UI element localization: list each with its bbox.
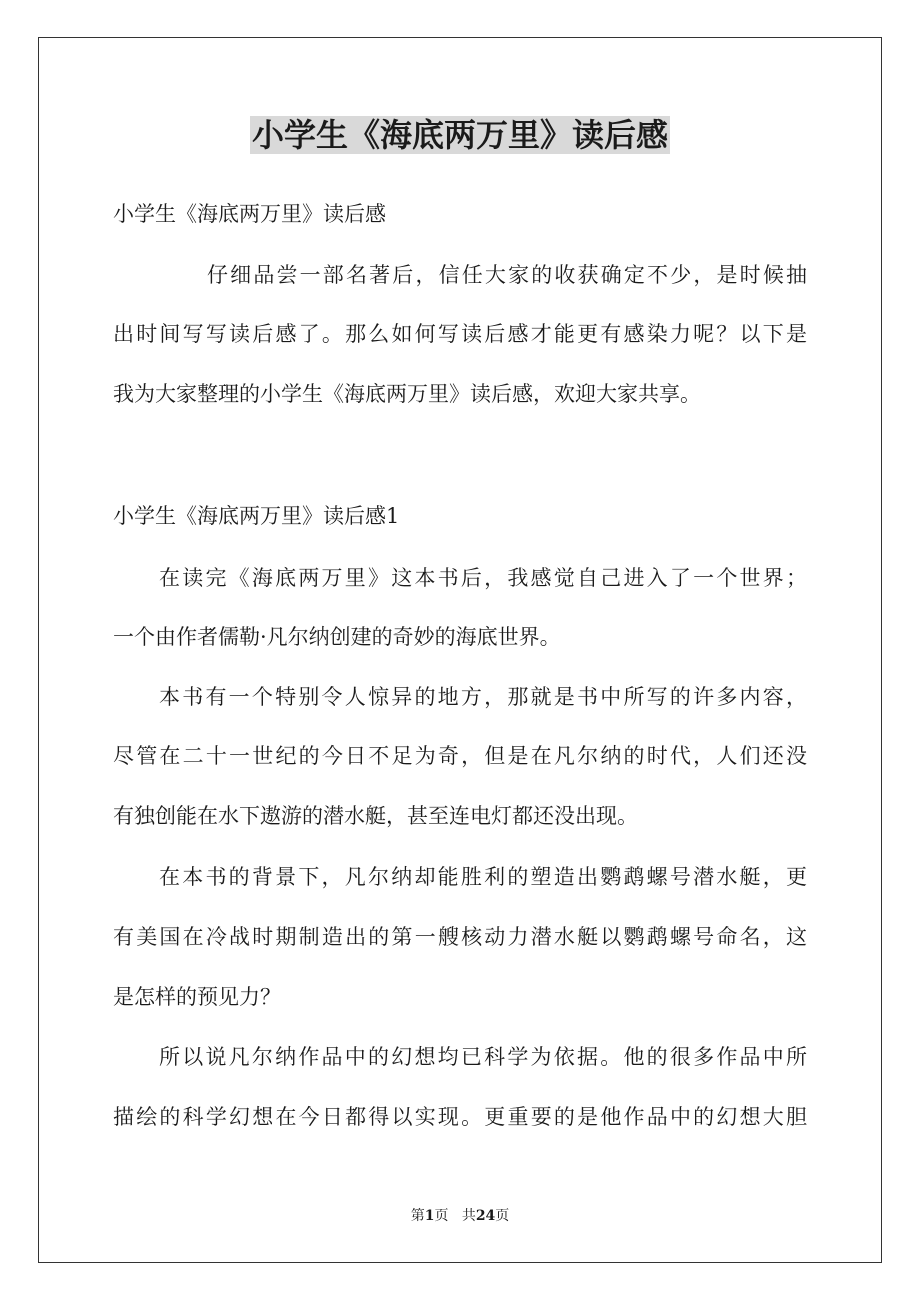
paragraph-line-3: 本书有一个特别令人惊异的地方，那就是书中所写的许多内容， (159, 685, 807, 709)
paragraph-line-6: 在本书的背景下，凡尔纳却能胜利的塑造出鹦鹉螺号潜水艇，更 (159, 865, 807, 889)
footer-page-prefix: 第 (410, 1208, 425, 1224)
page-footer (0, 1206, 920, 1226)
paragraph-line-5: 有独创能在水下遨游的潜水艇，甚至连电灯都还没出现。 (113, 804, 638, 828)
footer-page-suffix: 页 (434, 1208, 449, 1224)
intro-line-2: 出时间写写读后感了。那么如何写读后感才能更有感染力呢？以下是 (113, 322, 807, 346)
intro-line-3: 我为大家整理的小学生《海底两万里》读后感，欢迎大家共享。 (113, 382, 701, 406)
paragraph-line-1: 在读完《海底两万里》这本书后，我感觉自己进入了一个世界； (159, 566, 807, 590)
paragraph-line-8: 是怎样的预见力？ (113, 985, 281, 1009)
footer-page-number: 1 (424, 1208, 435, 1224)
paragraph-line-10: 描绘的科学幻想在今日都得以实现。更重要的是他作品中的幻想大胆 (113, 1105, 807, 1129)
document-title (0, 112, 920, 158)
paragraph-line-4: 尽管在二十一世纪的今日不足为奇，但是在凡尔纳的时代，人们还没 (113, 744, 807, 768)
document-subtitle: 小学生《海底两万里》读后感 (113, 202, 386, 226)
document-title-text: 小学生《海底两万里》读后感 (251, 116, 668, 154)
section-heading: 小学生《海底两万里》读后感1 (113, 504, 400, 528)
paragraph-line-9: 所以说凡尔纳作品中的幻想均已科学为依据。他的很多作品中所 (159, 1045, 807, 1069)
paragraph-line-7: 有美国在冷战时期制造出的第一艘核动力潜水艇以鹦鹉螺号命名，这 (113, 925, 807, 949)
paragraph-line-2: 一个由作者儒勒·凡尔纳创建的奇妙的海底世界。 (113, 625, 561, 649)
intro-line-1: 仔细品尝一部名著后，信任大家的收获确定不少，是时候抽 (207, 263, 807, 287)
footer-total-suffix: 页 (495, 1208, 510, 1224)
footer-total-prefix: 共 (461, 1208, 476, 1224)
footer-total-pages: 24 (475, 1208, 496, 1224)
